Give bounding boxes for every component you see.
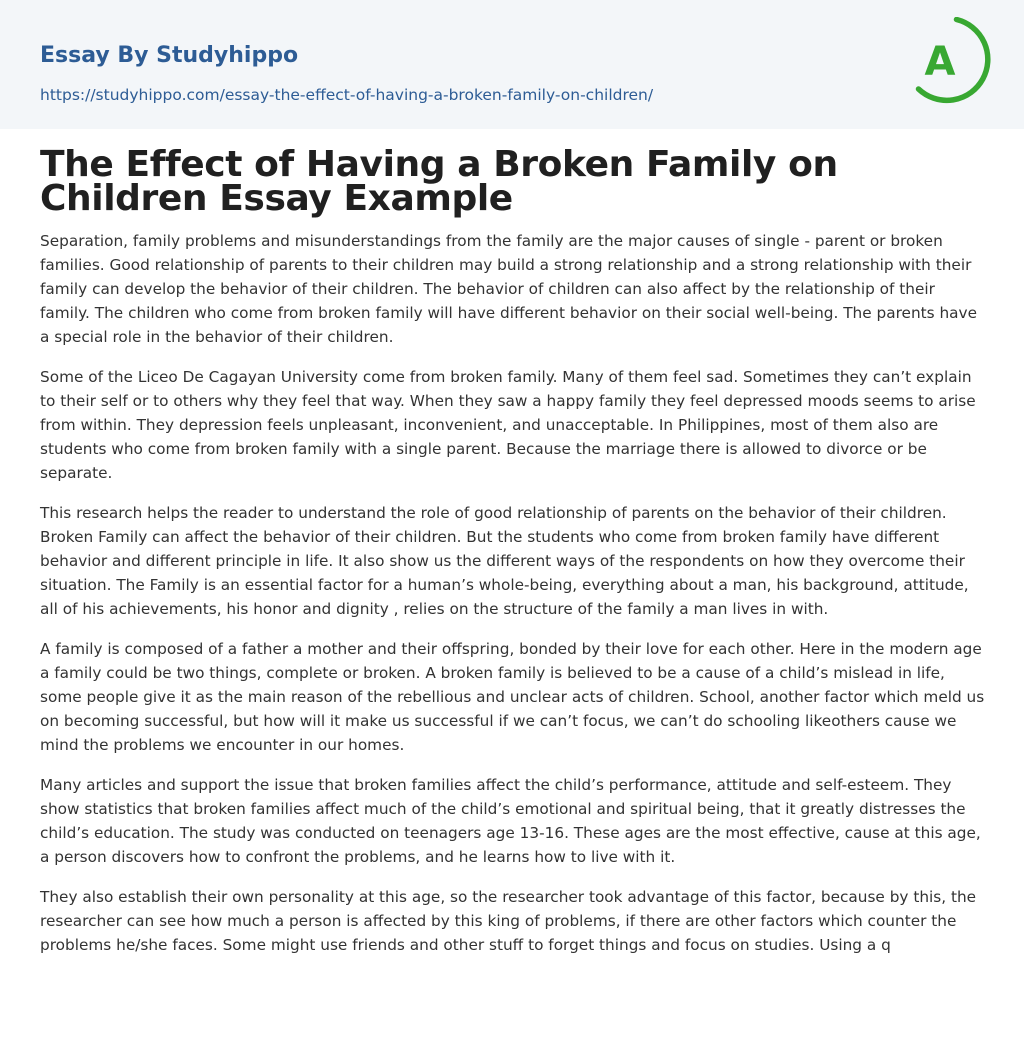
studyhippo-logo-icon[interactable] xyxy=(904,17,992,105)
source-url-link[interactable]: https://studyhippo.com/essay-the-effect-of-having-a-broken-family-on-children/ xyxy=(40,86,654,104)
logo-letter: A xyxy=(924,39,956,85)
essay-paragraph: A family is composed of a father a mother and their offspring, bonded by their love for each other. Here in the modern age a family could be two things, complete or broken. A broken family is believed to be a cause of a child’s mislead in life, some people give it as the main reason of the rebellious and unclear acts of children. School, another factor which meld us on becoming successful, but how will it make us successful if we can’t focus, we can’t do schooling likeothers cause we mind the problems we encounter in our homes. xyxy=(40,640,985,754)
essay-paragraph: This research helps the reader to understand the role of good relationship of parents on the behavior of their children. Broken Family can affect the behavior of their children. But the students who come from broken family have different behavior and different principle in life. It also show us the different ways of the respondents on how they overcome their situation. The Family is an essential factor for a human’s whole-being, everything about a man, his background, attitude, all of his achievements, his honor and dignity , relies on the structure of the family a man lives in with. xyxy=(40,504,969,618)
site-header xyxy=(0,0,1024,129)
essay-paragraph: Some of the Liceo De Cagayan University come from broken family. Many of them feel sad. Sometimes they can’t explain to their self or to others why they feel that way. When they saw a happy family they feel depressed moods seems to arise from within. They depression feels unpleasant, inconvenient, and unacceptable. In Philippines, most of them also are students who come from broken family with a single parent. Because the marriage there is allowed to divorce or be separate. xyxy=(40,368,976,482)
essay-paragraph: Separation, family problems and misunderstandings from the family are the major causes of single - parent or broken families. Good relationship of parents to their children may build a strong relationship and a strong relationship with their family can develop the behavior of their children. The behavior of children can also affect by the relationship of their family. The children who come from broken family will have different behavior on their social well-being. The parents have a special role in the behavior of their children. xyxy=(40,232,978,346)
essay-paragraph: They also establish their own personality at this age, so the researcher took advantage of this factor, because by this, the researcher can see how much a person is affected by this king of problems, if there are other factors which counter the problems he/she faces. Some might use friends and other stuff to forget things and focus on studies. Using a q xyxy=(40,888,977,954)
essay-title: The Effect of Having a Broken Family on Children Essay Example xyxy=(40,144,838,219)
essay-article xyxy=(40,144,988,957)
essay-paragraph: Many articles and support the issue that broken families affect the child’s performance, attitude and self-esteem. They show statistics that broken families affect much of the child’s emotional and spiritual being, that it greatly distresses the child’s education. The study was conducted on teenagers age 13-16. These ages are the most effective, cause at this age, a person discovers how to confront the problems, and he learns how to live with it. xyxy=(40,776,981,866)
site-name[interactable]: Essay By Studyhippo xyxy=(40,43,299,68)
